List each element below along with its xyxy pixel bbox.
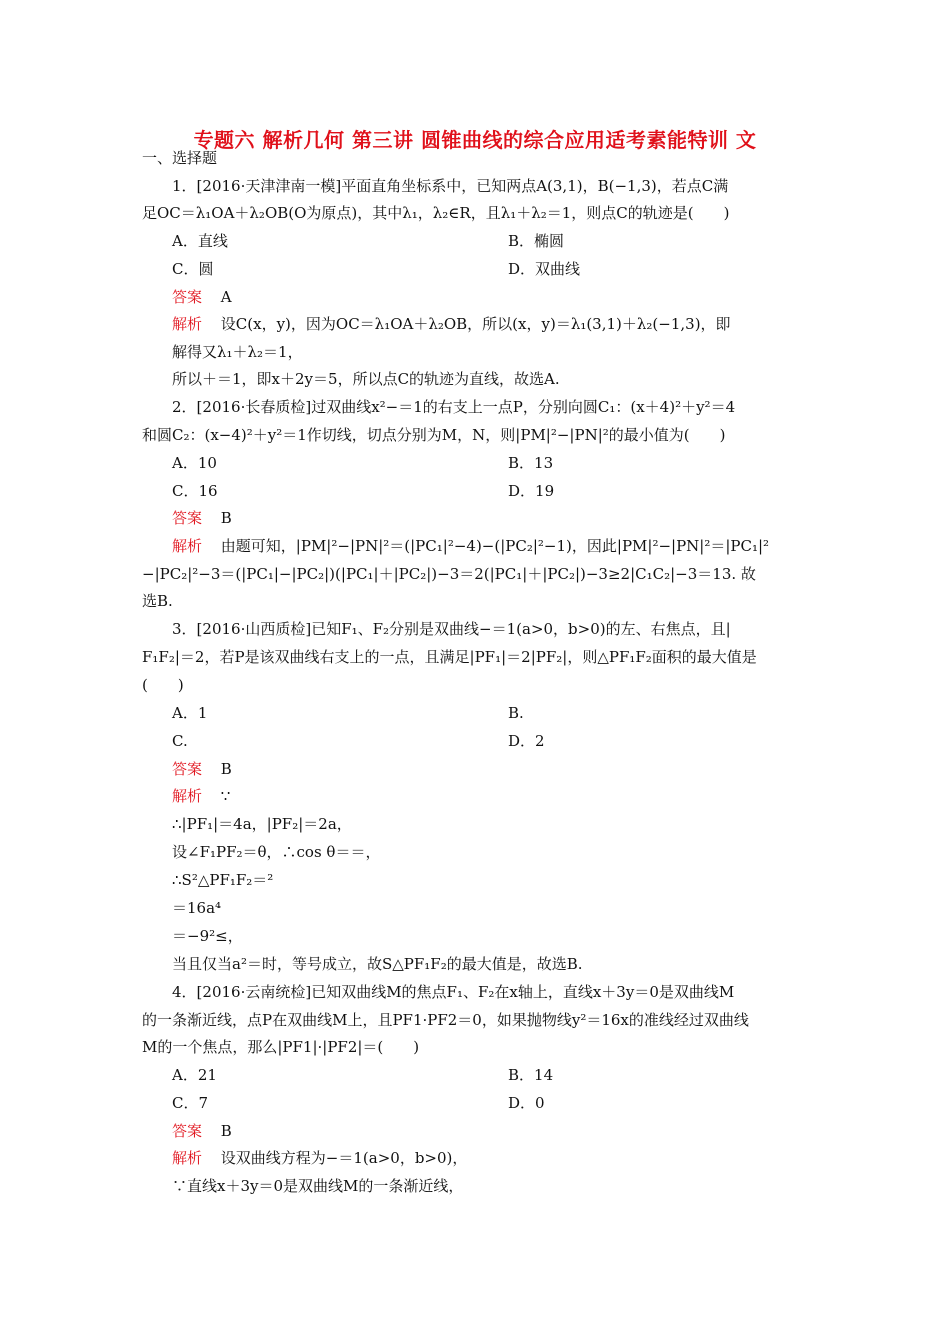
section-heading: 一、选择题 xyxy=(142,149,218,167)
analysis-label: 解析 xyxy=(172,537,203,555)
q3-stem-line2: F₁F₂|＝2，若P是该双曲线右支上的一点，且满足|PF₁|＝2|PF₂|，则△PF₁F₂面积的最大值是 xyxy=(142,648,757,666)
q3-option-c: C. xyxy=(172,732,188,750)
q4-stem-line2: 的一条渐近线，点P在双曲线M上，且PF1·PF2＝0，如果抛物线y²＝16x的准线经过双曲线 xyxy=(142,1011,749,1029)
q2-option-c: C．16 xyxy=(172,482,218,500)
q1-answer-value: A xyxy=(220,288,232,306)
q2-stem-line2: 和圆C₂：(x−4)²＋y²＝1作切线，切点分别为M，N，则|PM|²−|PN|²的最小值为( ) xyxy=(142,426,726,444)
q1-analysis-line3: 所以＋＝1，即x＋2y＝5，所以点C的轨迹为直线，故选A. xyxy=(172,370,560,388)
q4-answer-value: B xyxy=(220,1122,232,1140)
q2-options-row1 xyxy=(172,453,852,473)
q1-answer xyxy=(172,287,852,307)
q4-options-row2 xyxy=(172,1093,852,1113)
q2-option-d: D．19 xyxy=(508,482,555,500)
q4-option-a: A．21 xyxy=(172,1066,217,1084)
q1-option-d: D．双曲线 xyxy=(508,260,581,278)
q2-options-row2 xyxy=(172,481,852,501)
q2-option-a: A．10 xyxy=(172,454,217,472)
q3-analysis-line6: ＝−9²≤， xyxy=(172,927,243,945)
q3-options-row1 xyxy=(172,703,852,723)
q1-options-row2 xyxy=(172,259,852,279)
q3-stem-line3: ( ) xyxy=(142,676,184,694)
q4-option-b: B．14 xyxy=(508,1066,554,1084)
q4-option-c: C．7 xyxy=(172,1094,209,1112)
analysis-label: 解析 xyxy=(172,315,203,333)
q1-analysis-line2: 解得又λ₁＋λ₂＝1， xyxy=(172,343,303,361)
q2-analysis-line2: −|PC₂|²−3＝(|PC₁|−|PC₂|)(|PC₁|＋|PC₂|)−3＝2(|PC₁|＋|PC₂|)−3≥2|C₁C₂|−3＝13. 故 xyxy=(142,565,756,583)
q1-analysis-line1 xyxy=(172,314,852,334)
answer-label: 答案 xyxy=(172,509,203,527)
q3-option-a: A．1 xyxy=(172,704,208,722)
q2-analysis-line1 xyxy=(172,536,852,556)
q3-analysis-line4: ∴S²△PF₁F₂＝² xyxy=(172,871,274,889)
q3-stem-line1: 3．[2016·山西质检]已知F₁、F₂分别是双曲线−＝1(a>0，b>0)的左、右焦点，且| xyxy=(172,620,731,638)
q2-analysis-line3: 选B. xyxy=(142,592,173,610)
analysis-label: 解析 xyxy=(172,787,203,805)
q4-analysis-line2: ∵直线x＋3y＝0是双曲线M的一条渐近线， xyxy=(172,1177,464,1195)
analysis-label: 解析 xyxy=(172,1149,203,1167)
q1-stem-line1: 1．[2016·天津津南一模]平面直角坐标系中，已知两点A(3,1)，B(−1,3)，若点C满 xyxy=(172,177,729,195)
q4-analysis-text1: 设双曲线方程为−＝1(a>0，b>0)， xyxy=(220,1149,468,1167)
q4-stem-line1: 4．[2016·云南统检]已知双曲线M的焦点F₁、F₂在x轴上，直线x＋3y＝0是双曲线M xyxy=(172,983,735,1001)
q3-analysis-line1 xyxy=(172,786,852,806)
q1-option-a: A．直线 xyxy=(172,232,228,250)
q2-answer-value: B xyxy=(220,509,232,527)
q3-option-b: B. xyxy=(508,704,524,722)
answer-label: 答案 xyxy=(172,1122,203,1140)
q1-stem-line2: 足OC＝λ₁OA＋λ₂OB(O为原点)，其中λ₁，λ₂∈R，且λ₁＋λ₂＝1，则点C的轨迹是( ) xyxy=(142,204,730,222)
q3-answer xyxy=(172,759,852,779)
q3-analysis-line7: 当且仅当a²＝时，等号成立，故S△PF₁F₂的最大值是，故选B. xyxy=(172,955,583,973)
q3-options-row2 xyxy=(172,731,852,751)
q1-analysis-text1: 设C(x，y)，因为OC＝λ₁OA＋λ₂OB，所以(x，y)＝λ₁(3,1)＋λ₂(−1,3)，即 xyxy=(220,315,731,333)
page-title: 专题六 解析几何 第三讲 圆锥曲线的综合应用适考素能特训 文 xyxy=(193,128,757,152)
q3-analysis-line3: 设∠F₁PF₂＝θ，∴cos θ＝＝， xyxy=(172,843,381,861)
q4-stem-line3: M的一个焦点，那么|PF1|·|PF2|＝( ) xyxy=(142,1038,420,1056)
answer-label: 答案 xyxy=(172,288,203,306)
q2-stem-line1: 2．[2016·长春质检]过双曲线x²−＝1的右支上一点P，分别向圆C₁：(x＋4)²＋y²＝4 xyxy=(172,398,736,416)
q2-analysis-text1: 由题可知，|PM|²−|PN|²＝(|PC₁|²−4)−(|PC₂|²−1)，因此|PM|²−|PN|²＝|PC₁|² xyxy=(220,537,770,555)
q4-analysis-line1 xyxy=(172,1148,852,1168)
q3-option-d: D．2 xyxy=(508,732,545,750)
q1-options-row1 xyxy=(172,231,852,251)
q4-option-d: D．0 xyxy=(508,1094,545,1112)
q3-analysis-line2: ∴|PF₁|＝4a，|PF₂|＝2a， xyxy=(172,815,352,833)
q3-answer-value: B xyxy=(220,760,232,778)
q3-analysis-text1: ∵ xyxy=(220,787,231,805)
answer-label: 答案 xyxy=(172,760,203,778)
q2-option-b: B．13 xyxy=(508,454,554,472)
q1-option-b: B．椭圆 xyxy=(508,232,565,250)
q4-options-row1 xyxy=(172,1065,852,1085)
q1-option-c: C．圆 xyxy=(172,260,214,278)
q4-answer xyxy=(172,1121,852,1141)
q3-analysis-line5: ＝16a⁴ xyxy=(172,899,222,917)
q2-answer xyxy=(172,508,852,528)
